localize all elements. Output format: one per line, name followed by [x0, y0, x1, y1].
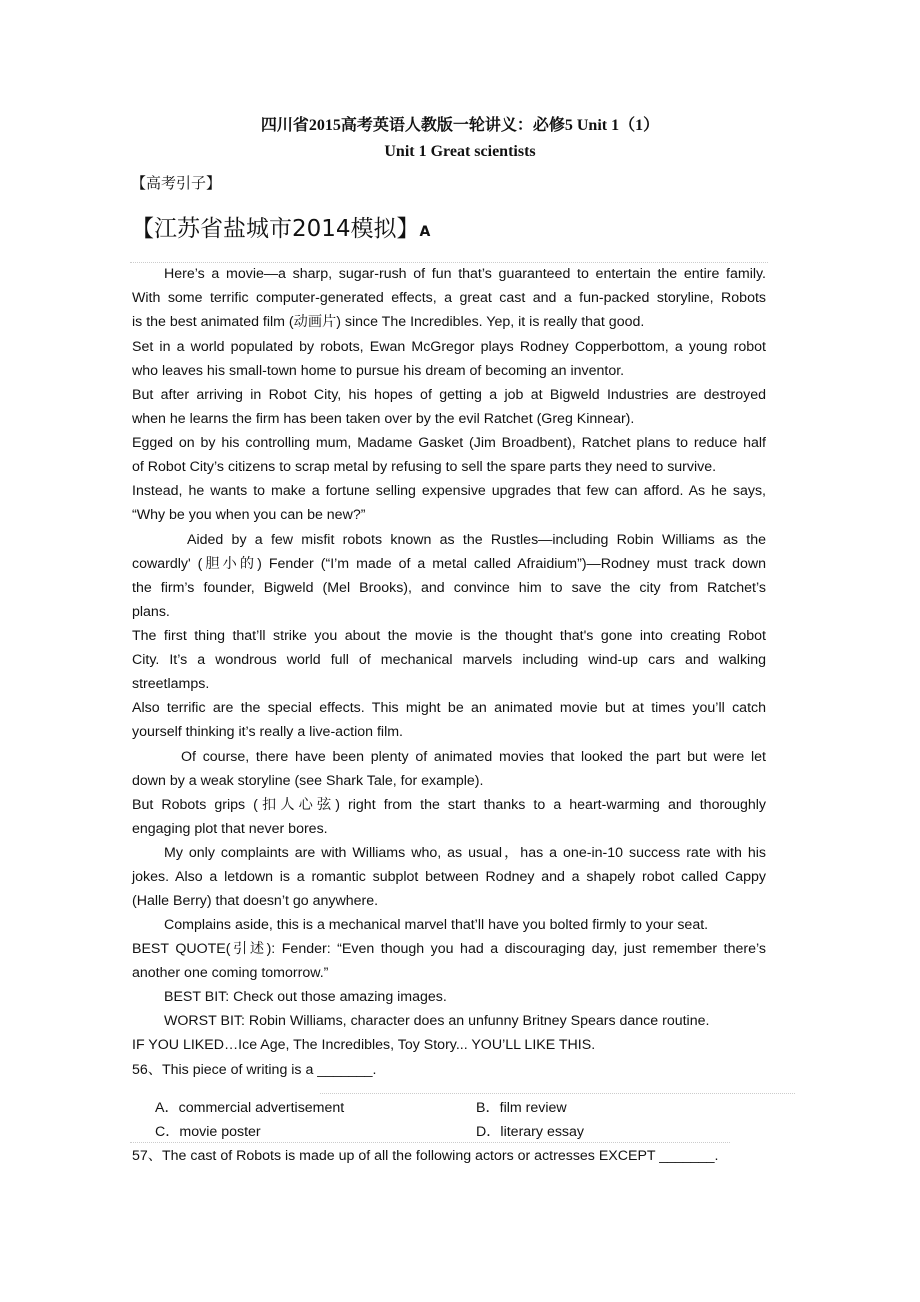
- passage-line: streetlamps.: [132, 676, 210, 692]
- passage-line: of Robot City’s citizens to scrap metal by refusing to sell the spare parts they need to survive.: [132, 459, 717, 475]
- passage-line: who leaves his small-town home to pursue his dream of becoming an inventor.: [132, 363, 625, 379]
- unit-subtitle: Unit 1 Great scientists: [384, 143, 536, 160]
- passage-line: The first thing that’ll strike you about the movie is the thought that's gone into creating Robot: [132, 628, 766, 644]
- source-text: 【江苏省盐城市2014模拟】: [131, 216, 420, 242]
- passage-line: the firm’s founder, Bigweld (Mel Brooks), and convince him to save the city from Ratchet’s: [132, 580, 766, 596]
- passage-line: Complains aside, this is a mechanical marvel that’ll have you bolted firmly to your seat.: [164, 917, 709, 933]
- passage-line: jokes. Also a letdown is a romantic subplot between Rodney and a shapely robot called Cappy: [132, 869, 766, 885]
- passage-line: Aided by a few misfit robots known as the Rustles—including Robin Williams as the: [187, 532, 766, 548]
- passage-line: “Why be you when you can be new?”: [132, 507, 366, 523]
- passage-line: City. It’s a wondrous world full of mechanical marvels including wind-up cars and walking: [132, 652, 766, 668]
- passage-line: is the best animated film (动画片) since The Incredibles. Yep, it is really that good.: [132, 314, 645, 330]
- passage-line: With some terrific computer-generated effects, a great cast and a fun-packed storyline, Robots: [132, 290, 766, 306]
- document-title: 四川省2015高考英语人教版一轮讲义：必修5 Unit 1（1）: [260, 117, 660, 134]
- passage-line: Set in a world populated by robots, Ewan McGregor plays Rodney Copperbottom, a young robot: [132, 339, 766, 355]
- passage-line: plans.: [132, 604, 170, 620]
- divider: [130, 262, 768, 263]
- option-b: B．film review: [476, 1100, 567, 1116]
- passage-line: Of course, there have been plenty of animated movies that looked the part but were let: [181, 749, 766, 765]
- passage-line: yourself thinking it’s really a live-action film.: [132, 724, 403, 740]
- divider: [130, 1142, 730, 1143]
- passage-line: Instead, he wants to make a fortune selling expensive upgrades that few can afford. As he says,: [132, 483, 766, 499]
- passage-line: IF YOU LIKED…Ice Age, The Incredibles, Toy Story... YOU’LL LIKE THIS.: [132, 1037, 596, 1053]
- option-a: A．commercial advertisement: [155, 1100, 345, 1116]
- passage-line: engaging plot that never bores.: [132, 821, 328, 837]
- passage-line: BEST QUOTE(引述): Fender: “Even though you had a discouraging day, just remember there’s: [132, 941, 766, 957]
- question-57: 57、The cast of Robots is made up of all the following actors or actresses EXCEPT _______.: [132, 1148, 719, 1164]
- passage-line: BEST BIT: Check out those amazing images.: [164, 989, 447, 1005]
- option-d: D．literary essay: [476, 1124, 585, 1140]
- divider: [320, 1093, 795, 1094]
- passage-line: (Halle Berry) that doesn’t go anywhere.: [132, 893, 379, 909]
- passage-line: down by a weak storyline (see Shark Tale, for example).: [132, 773, 484, 789]
- question-56: 56、This piece of writing is a _______.: [132, 1062, 377, 1078]
- passage-line: But after arriving in Robot City, his hopes of getting a job at Bigweld Industries are destroyed: [132, 387, 766, 403]
- passage-line: WORST BIT: Robin Williams, character does an unfunny Britney Spears dance routine.: [164, 1013, 710, 1029]
- source-heading: [131, 210, 430, 243]
- passage-letter: A: [419, 224, 431, 240]
- passage-line: Here’s a movie—a sharp, sugar-rush of fun that’s guaranteed to entertain the entire family.: [164, 266, 766, 282]
- option-c: C．movie poster: [155, 1124, 261, 1140]
- passage-line: Egged on by his controlling mum, Madame Gasket (Jim Broadbent), Ratchet plans to reduce half: [132, 435, 766, 451]
- passage-line: when he learns the firm has been taken over by the evil Ratchet (Greg Kinnear).: [132, 411, 635, 427]
- passage-line: Also terrific are the special effects. This might be an animated movie but at times you’ll catch: [132, 700, 766, 716]
- passage-line: cowardly' (胆小的) Fender (“I’m made of a metal called Afraidium”)—Rodney must track down: [132, 556, 766, 572]
- section-label: 【高考引子】: [131, 174, 222, 192]
- passage-line: another one coming tomorrow.”: [132, 965, 329, 981]
- passage-line: My only complaints are with Williams who, as usual，has a one-in-10 success rate with his: [164, 845, 766, 861]
- passage-line: But Robots grips (扣人心弦) right from the start thanks to a heart-warming and thoroughly: [132, 797, 766, 813]
